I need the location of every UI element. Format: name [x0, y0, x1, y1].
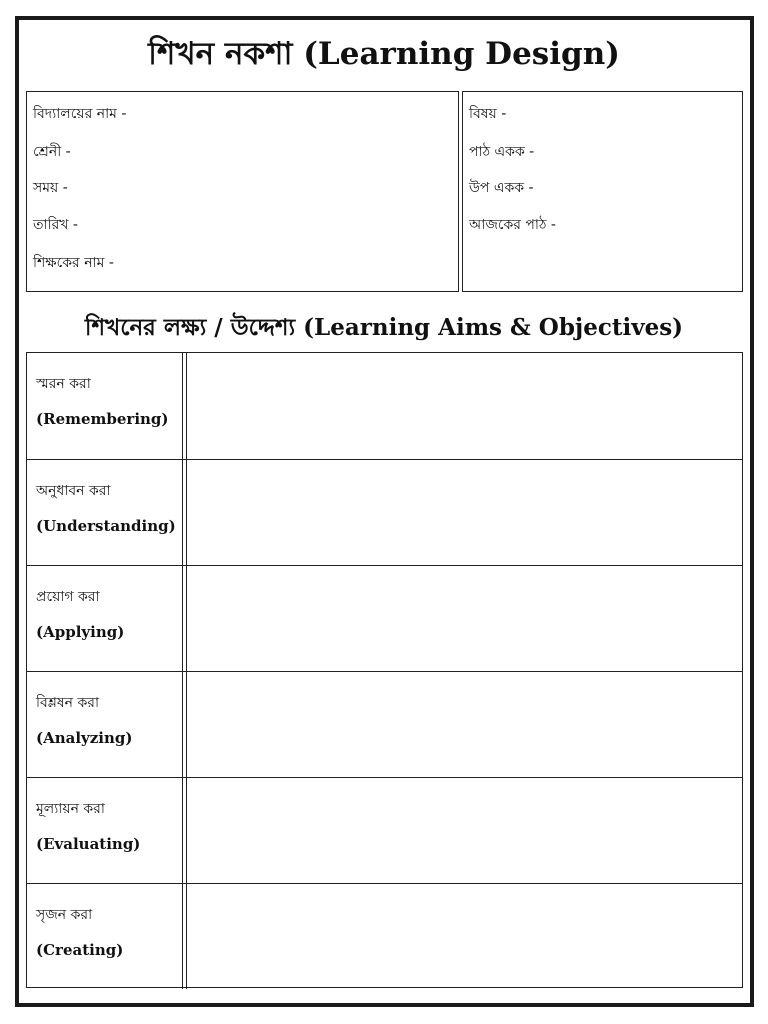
teacher-name-field: শিক্ষকের নাম - — [33, 255, 114, 271]
row-content-cell — [186, 353, 742, 459]
row-label-bengali: অনুধাবন করা — [36, 483, 111, 499]
row-label-bengali: সৃজন করা — [36, 907, 93, 923]
sub-unit-field: উপ একক - — [469, 180, 534, 196]
table-row-applying — [27, 565, 742, 671]
row-label-cell — [27, 353, 183, 459]
objectives-table — [26, 352, 743, 988]
row-label-bengali: বিশ্লষন করা — [36, 695, 100, 711]
table-row-creating — [27, 883, 742, 989]
row-label-bengali: স্মরন করা — [36, 376, 91, 392]
school-info-box — [26, 91, 459, 292]
page-title: শিখন নকশা (Learning Design) — [148, 36, 620, 72]
row-label-cell — [27, 566, 183, 671]
row-label-english: (Remembering) — [36, 410, 169, 428]
row-label-cell — [27, 460, 183, 565]
row-label-english: (Creating) — [36, 941, 124, 959]
row-content-cell — [186, 460, 742, 565]
lesson-info-box — [462, 91, 743, 292]
table-row-evaluating — [27, 777, 742, 883]
row-content-cell — [186, 778, 742, 883]
table-row-understanding — [27, 459, 742, 565]
row-label-english: (Applying) — [36, 623, 125, 641]
school-name-field: বিদ্যালয়ের নাম - — [33, 106, 127, 122]
todays-lesson-field: আজকের পাঠ - — [469, 217, 556, 233]
table-row-analyzing — [27, 671, 742, 777]
section-heading: শিখনের লক্ষ্য / উদ্দেশ্য (Learning Aims & Objectives) — [84, 314, 684, 341]
row-label-english: (Understanding) — [36, 517, 176, 535]
row-label-english: (Evaluating) — [36, 835, 141, 853]
table-row-remembering — [27, 353, 742, 459]
row-label-bengali: মূল্যায়ন করা — [36, 801, 105, 817]
row-content-cell — [186, 884, 742, 989]
row-content-cell — [186, 672, 742, 777]
row-label-cell — [27, 778, 183, 883]
subject-field: বিষয় - — [469, 106, 507, 122]
row-content-cell — [186, 566, 742, 671]
row-label-cell — [27, 884, 183, 989]
class-field: শ্রেনী - — [33, 144, 71, 160]
date-field: তারিখ - — [33, 217, 78, 233]
row-label-english: (Analyzing) — [36, 729, 133, 747]
time-field: সময় - — [33, 180, 68, 196]
row-label-bengali: প্রয়োগ করা — [36, 589, 100, 605]
lesson-unit-field: পাঠ একক - — [469, 144, 535, 160]
row-label-cell — [27, 672, 183, 777]
